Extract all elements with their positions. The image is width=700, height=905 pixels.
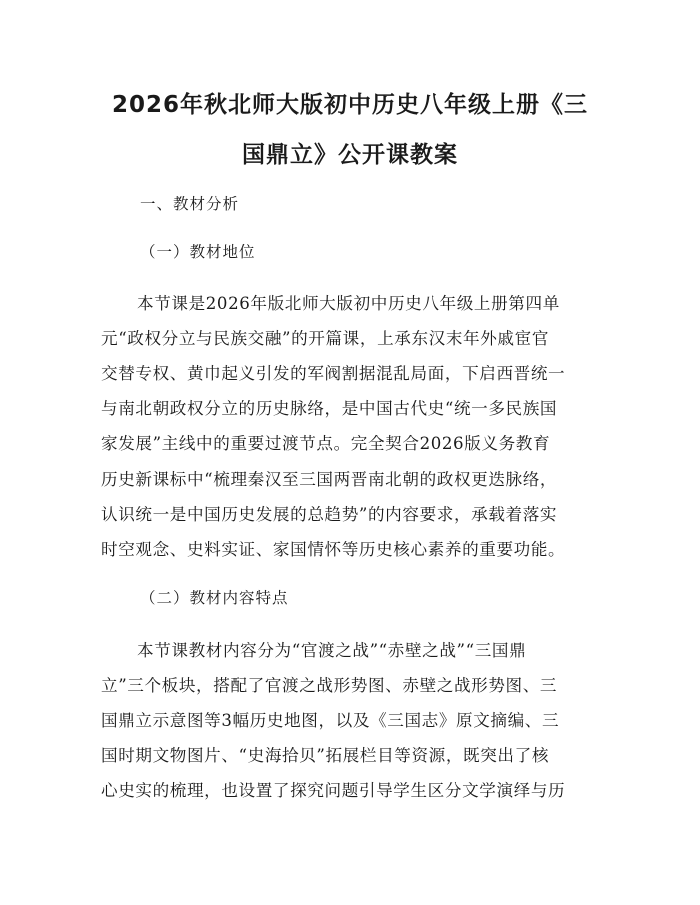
paragraph-line: 元“政权分立与民族交融”的开篇课，上承东汉末年外戚宦官 bbox=[101, 329, 550, 348]
paragraph-line: 交替专权、黄巾起义引发的军阀割据混乱局面，下启西晋统一 bbox=[101, 364, 566, 383]
paragraph-line: 心史实的梳理，也设置了探究问题引导学生区分文学演绎与历 bbox=[101, 781, 566, 800]
paragraph-line: 与南北朝政权分立的历史脉络，是中国古代史“统一多民族国 bbox=[101, 399, 558, 418]
document-title-line-1: 2026年秋北师大版初中历史八年级上册《三 bbox=[111, 92, 588, 118]
subsection-heading-content-features: （二）教材内容特点 bbox=[140, 589, 289, 607]
paragraph-line: 时空观念、史料实证、家国情怀等历史核心素养的重要功能。 bbox=[101, 540, 566, 559]
paragraph-line: 国时期文物图片、“史海拾贝”拓展栏目等资源，既突出了核 bbox=[101, 746, 550, 765]
document-title-line-2: 国鼎立》公开课教案 bbox=[242, 142, 458, 168]
paragraph-line: 认识统一是中国历史发展的总趋势”的内容要求，承载着落实 bbox=[101, 505, 558, 524]
paragraph-line: 本节课是2026年版北师大版初中历史八年级上册第四单 bbox=[137, 294, 560, 313]
section-heading-textbook-analysis: 一、教材分析 bbox=[140, 195, 240, 213]
paragraph-line: 本节课教材内容分为“官渡之战”“赤壁之战”“三国鼎 bbox=[137, 641, 527, 660]
paragraph-line: 历史新课标中“梳理秦汉至三国两晋南北朝的政权更迭脉络， bbox=[101, 470, 558, 489]
subsection-heading-textbook-position: （一）教材地位 bbox=[140, 243, 256, 261]
paragraph-line: 立”三个板块，搭配了官渡之战形势图、赤壁之战形势图、三 bbox=[101, 676, 558, 695]
paragraph-line: 国鼎立示意图等3幅历史地图，以及《三国志》原文摘编、三 bbox=[101, 711, 560, 730]
paragraph-line: 家发展”主线中的重要过渡节点。完全契合2026版义务教育 bbox=[101, 434, 551, 453]
